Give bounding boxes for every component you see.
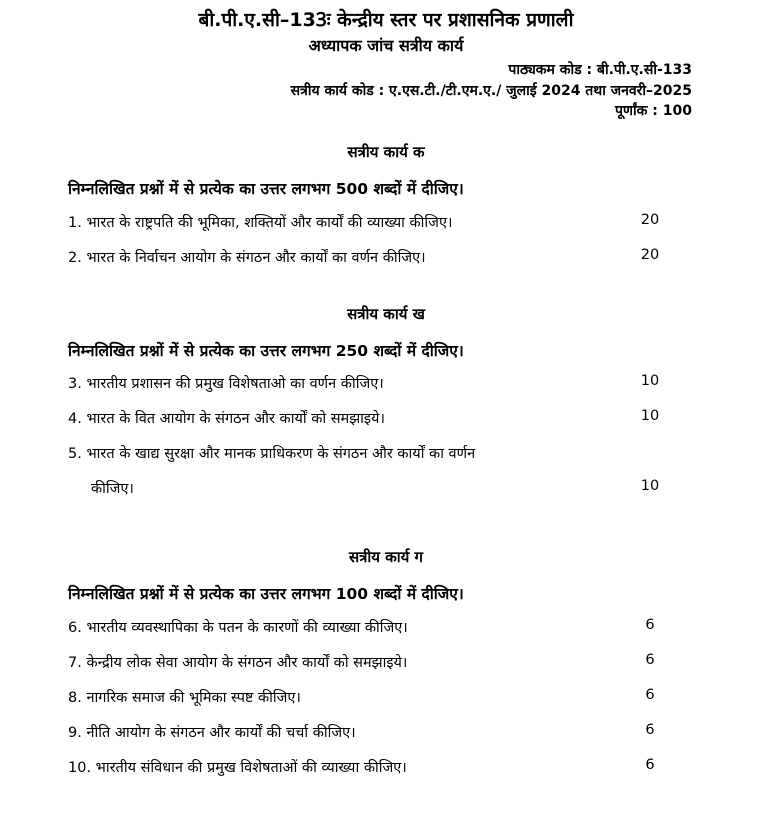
question-5: 5. भारत के खाद्य सुरक्षा और मानक प्राधिकरण के संगठन और कार्यों का वर्णन xyxy=(68,446,476,462)
question-6: 6. भारतीय व्यवस्थापिका के पतन के कारणों की व्याख्या कीजिए। xyxy=(68,620,408,636)
question-2: 2. भारत के निर्वाचन आयोग के संगठन और कार्यों का वर्णन कीजिए। xyxy=(68,250,426,266)
section-b-title: सत्रीय कार्य ख xyxy=(347,305,425,323)
question-5-marks: 10 xyxy=(640,478,660,494)
question-1-marks: 20 xyxy=(640,212,660,228)
question-6-marks: 6 xyxy=(645,617,655,633)
question-9-marks: 6 xyxy=(645,722,655,738)
question-4-marks: 10 xyxy=(640,408,660,424)
section-b-instruction: निम्नलिखित प्रश्नों में से प्रत्येक का उत्तर लगभग 250 शब्दों में दीजिए। xyxy=(68,342,464,360)
section-c-instruction: निम्नलिखित प्रश्नों में से प्रत्येक का उत्तर लगभग 100 शब्दों में दीजिए। xyxy=(68,585,464,603)
question-7-marks: 6 xyxy=(645,652,655,668)
question-1: 1. भारत के राष्ट्रपति की भूमिका, शक्तियों और कार्यों की व्याख्या कीजिए। xyxy=(68,215,453,231)
section-a-instruction: निम्नलिखित प्रश्नों में से प्रत्येक का उत्तर लगभग 500 शब्दों में दीजिए। xyxy=(68,180,464,198)
assignment-code: सत्रीय कार्य कोड : ए.एस.टी./टी.एम.ए./ जुलाई 2024 तथा जनवरी–2025 xyxy=(290,83,692,99)
question-10-marks: 6 xyxy=(645,757,655,773)
question-7: 7. केन्द्रीय लोक सेवा आयोग के संगठन और कार्यों को समझाइये। xyxy=(68,655,408,671)
max-marks: पूर्णांक : 100 xyxy=(614,103,692,119)
question-8-marks: 6 xyxy=(645,687,655,703)
question-3-marks: 10 xyxy=(640,373,660,389)
question-5-continuation: कीजिए। xyxy=(91,481,134,497)
question-2-marks: 20 xyxy=(640,247,660,263)
document-title: बी.पी.ए.सी–133ः केन्द्रीय स्तर पर प्रशासनिक प्रणाली xyxy=(198,9,574,31)
document-subtitle: अध्यापक जांच सत्रीय कार्य xyxy=(308,36,464,55)
section-a-title: सत्रीय कार्य क xyxy=(347,143,425,161)
question-10: 10. भारतीय संविधान की प्रमुख विशेषताओं की व्याख्या कीजिए। xyxy=(68,760,407,776)
question-8: 8. नागरिक समाज की भूमिका स्पष्ट कीजिए। xyxy=(68,690,301,706)
question-9: 9. नीति आयोग के संगठन और कार्यों की चर्चा कीजिए। xyxy=(68,725,356,741)
question-4: 4. भारत के वित आयोग के संगठन और कार्यों को समझाइये। xyxy=(68,411,385,427)
question-3: 3. भारतीय प्रशासन की प्रमुख विशेषताओ का वर्णन कीजिए। xyxy=(68,376,384,392)
section-c-title: सत्रीय कार्य ग xyxy=(349,548,423,566)
course-code: पाठ्यकम कोड : बी.पी.ए.सी-133 xyxy=(508,62,692,78)
